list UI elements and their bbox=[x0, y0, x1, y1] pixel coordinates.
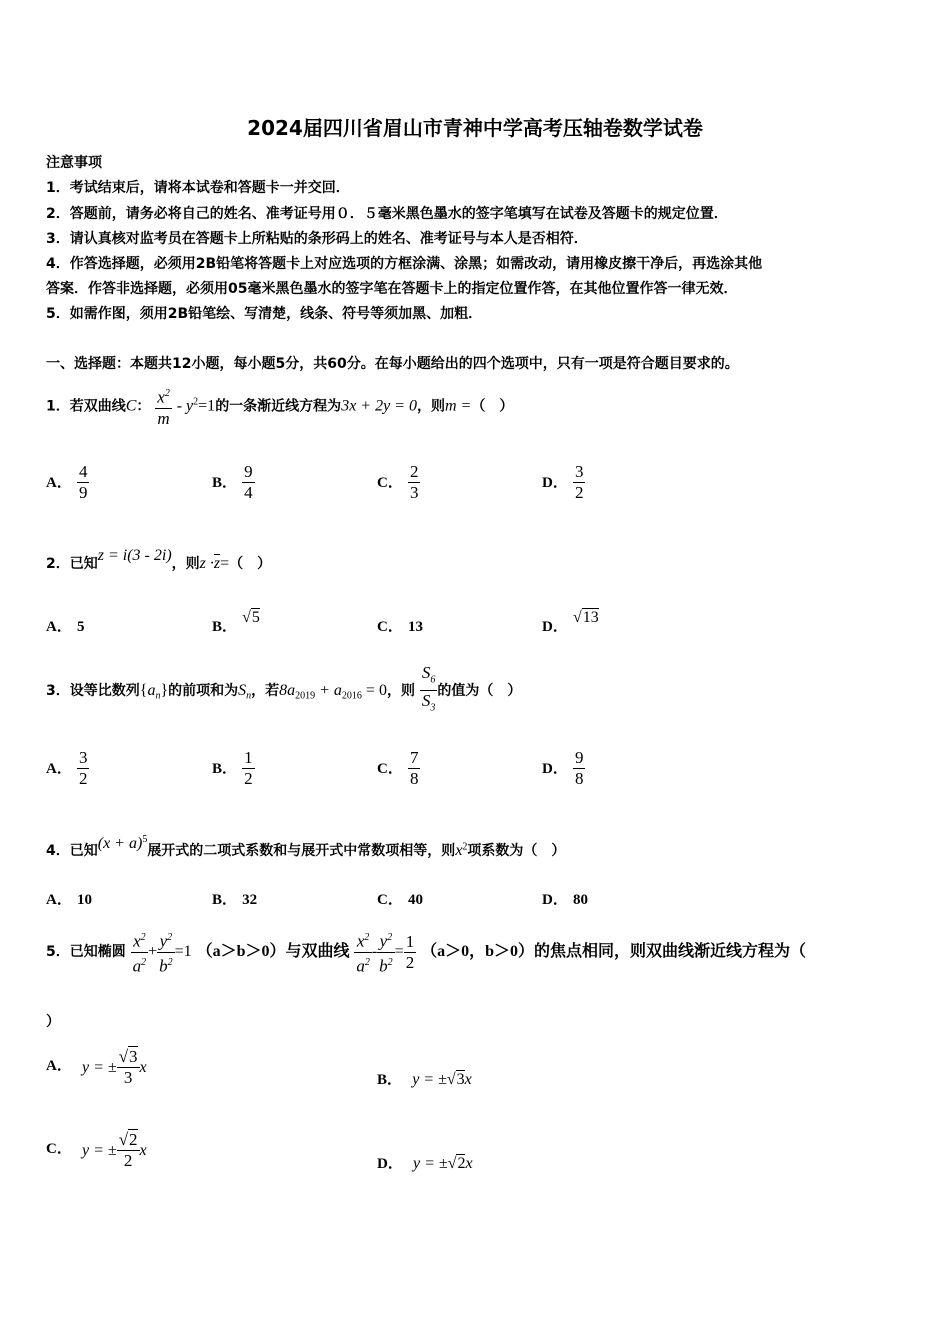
q1-m: m bbox=[157, 408, 170, 428]
q5-option-d[interactable]: D． y = ±√2x bbox=[377, 1155, 473, 1172]
q5-c-post: x bbox=[139, 1142, 147, 1159]
q2-option-a[interactable] bbox=[46, 615, 84, 636]
notice-item-1: 1．考试结束后，请将本试卷和答题卡一并交回． bbox=[46, 180, 350, 196]
q2-option-d-label: D． bbox=[542, 619, 568, 635]
q2-eq: = bbox=[220, 555, 230, 572]
q5-half-den: 2 bbox=[405, 952, 415, 972]
q4-stem: 4．已知 bbox=[46, 843, 98, 859]
q4-option-b-label: B． bbox=[212, 892, 238, 908]
q5-option-c-label: C． bbox=[46, 1141, 72, 1157]
q1-option-b-label: B． bbox=[212, 475, 238, 491]
q4-pow: 5 bbox=[142, 834, 148, 846]
q1-option-c-label: C． bbox=[377, 475, 403, 491]
q4-mid: 展开式的二项式系数和与展开式中常数项相等，则 bbox=[147, 843, 456, 859]
q5-d-pre: y = ± bbox=[413, 1155, 448, 1172]
question-3: 3．设等比数列$\{a_n\}$的前项和为$S_n$，若$8a_{2019} + a_{2016} = 0$，则 $\frac{S_6}{S_3}$ 的值为（ ） bbox=[46, 663, 521, 719]
q3-three: 3 bbox=[430, 702, 436, 714]
q3-option-d-label: D． bbox=[542, 761, 568, 777]
q5-option-a-label: A． bbox=[46, 1058, 72, 1074]
q3-b-den: 2 bbox=[244, 769, 253, 788]
q5-c-root: 2 bbox=[129, 1130, 138, 1149]
q3-a-num: 3 bbox=[78, 748, 88, 767]
q3-option-d[interactable] bbox=[542, 748, 585, 789]
q4-option-a[interactable] bbox=[46, 888, 92, 909]
q1-then: ，则 bbox=[416, 398, 445, 415]
q2-paren: （ ） bbox=[229, 556, 272, 572]
q1-mid: 的一条渐近线方程为 bbox=[215, 398, 342, 415]
q5-option-b-label: B． bbox=[377, 1072, 403, 1088]
question-2 bbox=[46, 547, 272, 573]
q1-paren: （ ） bbox=[471, 398, 514, 415]
q5-half-num: 1 bbox=[405, 931, 415, 951]
q4-x: x bbox=[455, 842, 463, 859]
question-5: 5．已知椭圆 $\frac{x^2}{a^2}$ + $\frac{y^2}{b^2}$ =1 （a＞b＞0）与双曲线 $\frac{x^2}{a^2}$ - $\frac{y^2}{b^2}$ = $\frac{1}{2}$ （a＞0，b＞0）的焦点相同，则双曲线渐近线方程为（ bbox=[46, 928, 806, 976]
q4-option-d[interactable] bbox=[542, 888, 588, 909]
notice-item-2: 2．答题前，请务必将自己的姓名、准考证号用０．５毫米黑色墨水的签字笔填写在试卷及答题卡的规定位置． bbox=[46, 206, 728, 222]
q1-mvar: m = bbox=[444, 397, 472, 415]
q5-d-root: 2 bbox=[457, 1155, 466, 1172]
q4-option-d-label: D． bbox=[542, 892, 568, 908]
q5-a-den: 3 bbox=[123, 1068, 133, 1087]
q5-b-pre: y = ± bbox=[412, 1071, 447, 1088]
q1-c-num: 2 bbox=[409, 462, 419, 481]
q4-option-d-value: 80 bbox=[572, 892, 588, 908]
q3-s6: S bbox=[421, 663, 431, 682]
q5-option-d-label: D． bbox=[377, 1156, 403, 1172]
q3-eq-a: 8a bbox=[279, 681, 296, 699]
page-title: 2024届四川省眉山市青神中学高考压轴卷数学试卷 bbox=[247, 116, 703, 140]
q5-c-pre: y = ± bbox=[82, 1142, 117, 1159]
notice-item-4-cont: 答案．作答非选择题，必须用05毫米黑色墨水的签字笔在答题卡上的指定位置作答，在其他位置作答一律无效． bbox=[46, 281, 738, 297]
section-heading: 一、选择题：本题共12小题，每小题5分，共60分。在每小题给出的四个选项中，只有一项是符合题目要求的。 bbox=[46, 356, 739, 372]
q3-a-den: 2 bbox=[78, 769, 88, 788]
q3-comma: ，若 bbox=[251, 682, 280, 699]
q3-n-sub: n bbox=[155, 690, 161, 702]
q3-d-den: 8 bbox=[574, 769, 584, 788]
q5-option-b[interactable]: B． y = ±√3x bbox=[377, 1071, 472, 1088]
notice-item-5: 5．如需作图，须用2B铅笔绘、写清楚，线条、符号等须加黑、加粗． bbox=[46, 306, 483, 322]
q1-curve: C bbox=[125, 397, 137, 415]
q4-tail: 项系数为（ ） bbox=[467, 843, 566, 859]
q2-z: z · bbox=[199, 555, 214, 572]
q4-option-c-value: 40 bbox=[407, 892, 423, 908]
q5-a-post: x bbox=[139, 1059, 147, 1076]
q4-option-b[interactable] bbox=[212, 888, 257, 909]
notice-item-4: 4．作答选择题，必须用2B铅笔将答题卡上对应选项的方框涂满、涂黑；如需改动，请用橡皮擦干净后，再选涂其他 bbox=[46, 256, 763, 272]
q1-d-num: 3 bbox=[574, 462, 584, 481]
q5-a-pre: y = ± bbox=[82, 1059, 117, 1076]
q2-then: ，则 bbox=[171, 556, 200, 572]
q1-option-a-label: A． bbox=[46, 475, 72, 491]
q2-zbar: $\overline{z}$ bbox=[213, 555, 221, 572]
q2-option-b[interactable]: B． √5 bbox=[212, 609, 260, 635]
q3-tail: 的值为（ ） bbox=[437, 682, 522, 699]
q5-option-c[interactable]: C． y = ± $\frac{√2}{2}$ x bbox=[46, 1130, 147, 1170]
q1-a-num: 4 bbox=[78, 462, 88, 481]
q3-then: ，则 bbox=[386, 682, 415, 699]
q1-option-c[interactable] bbox=[377, 462, 420, 503]
question-4 bbox=[46, 834, 566, 860]
q3-eq0: = 0 bbox=[361, 681, 387, 699]
q2-option-a-label: A． bbox=[46, 619, 72, 635]
q4-two: 2 bbox=[462, 841, 468, 853]
q3-sn: S bbox=[238, 681, 247, 699]
q5-c-den: 2 bbox=[123, 1151, 133, 1170]
q3-ratio bbox=[420, 663, 438, 719]
q4-expr: (x + a) bbox=[97, 835, 143, 852]
question-1: 1．若双曲线C： $\frac{x^2}{m}$ - $y^2=1$的一条渐近线方程为3x + 2y = 0，则m =（ ） bbox=[46, 384, 513, 429]
q4-option-c-label: C． bbox=[377, 892, 403, 908]
q2-option-b-label: B． bbox=[212, 619, 238, 635]
q3-plus: + a bbox=[315, 681, 342, 699]
q5-cond2: （a＞0，b＞0）的焦点相同，则双曲线渐近线方程为（ bbox=[421, 943, 806, 961]
q1-option-b[interactable] bbox=[212, 462, 255, 503]
q3-c-den: 8 bbox=[409, 769, 419, 788]
q3-option-b[interactable] bbox=[212, 748, 255, 789]
q4-option-b-value: 32 bbox=[242, 892, 258, 908]
q5-b-post: x bbox=[464, 1071, 472, 1088]
q1-colon: ： bbox=[136, 398, 151, 415]
q3-d-num: 9 bbox=[574, 748, 584, 767]
notice-heading: 注意事项 bbox=[46, 155, 102, 171]
q3-an: a bbox=[147, 681, 156, 699]
q3-sub-2019: 2019 bbox=[295, 690, 316, 702]
q5-d-post: x bbox=[465, 1155, 473, 1172]
q3-option-c-label: C． bbox=[377, 761, 403, 777]
q2-option-b-value: 5 bbox=[251, 609, 260, 626]
q5-a-root: 3 bbox=[129, 1047, 138, 1066]
q3-mid: 的前项和为 bbox=[168, 682, 239, 699]
q2-stem: 2．已知 bbox=[46, 556, 98, 572]
q2-expr: z = i(3 - 2i) bbox=[97, 547, 172, 564]
q5-option-a[interactable]: A． y = ± $\frac{√3}{3}$ x bbox=[46, 1047, 147, 1087]
q1-option-d[interactable] bbox=[542, 462, 585, 503]
q3-sub-2016: 2016 bbox=[341, 690, 362, 702]
q3-stem: 3．设等比数列 bbox=[46, 682, 140, 699]
q3-s3: S bbox=[421, 691, 431, 711]
q1-option-d-label: D． bbox=[542, 475, 568, 491]
q2-option-c[interactable] bbox=[377, 615, 423, 636]
q3-option-a[interactable] bbox=[46, 748, 89, 789]
q3-option-b-label: B． bbox=[212, 761, 238, 777]
q1-option-a[interactable] bbox=[46, 462, 89, 503]
q1-eq1: =1 bbox=[198, 397, 216, 415]
q1-c-den: 3 bbox=[409, 483, 419, 502]
q4-option-a-value: 10 bbox=[76, 892, 92, 908]
q3-b-num: 1 bbox=[244, 748, 253, 767]
q2-option-c-label: C． bbox=[377, 619, 403, 635]
q2-option-c-value: 13 bbox=[407, 619, 423, 635]
q1-d-den: 2 bbox=[574, 483, 584, 502]
q2-option-a-value: 5 bbox=[76, 619, 85, 635]
q3-six: 6 bbox=[430, 674, 436, 686]
q4-option-c[interactable] bbox=[377, 888, 423, 909]
q4-option-a-label: A． bbox=[46, 892, 72, 908]
q1-x: x bbox=[157, 387, 165, 407]
q1-b-num: 9 bbox=[244, 462, 253, 481]
q1-a-den: 9 bbox=[78, 483, 88, 502]
q3-c-num: 7 bbox=[409, 748, 419, 767]
q5-cond1: （a＞b＞0）与双曲线 bbox=[196, 943, 350, 961]
q5-close-paren: ） bbox=[46, 1014, 60, 1030]
q3-option-c[interactable] bbox=[377, 748, 420, 789]
q1-fraction: $\frac{x^2}{m}$ bbox=[155, 384, 172, 429]
q1-b-den: 4 bbox=[244, 483, 253, 502]
q5-stem: 5．已知椭圆 bbox=[46, 944, 126, 961]
notice-item-3: 3．请认真核对监考员在答题卡上所粘贴的条形码上的姓名、准考证号与本人是否相符． bbox=[46, 231, 588, 247]
q2-option-d-value: 13 bbox=[582, 609, 599, 626]
q3-option-a-label: A． bbox=[46, 761, 72, 777]
q1-stem: 1．若双曲线 bbox=[46, 398, 126, 415]
q2-option-d[interactable]: D． √13 bbox=[542, 609, 599, 635]
q1-line: 3x + 2y = 0 bbox=[341, 397, 417, 415]
q1-minus-y: - y bbox=[176, 397, 194, 415]
q5-b-root: 3 bbox=[456, 1071, 465, 1088]
